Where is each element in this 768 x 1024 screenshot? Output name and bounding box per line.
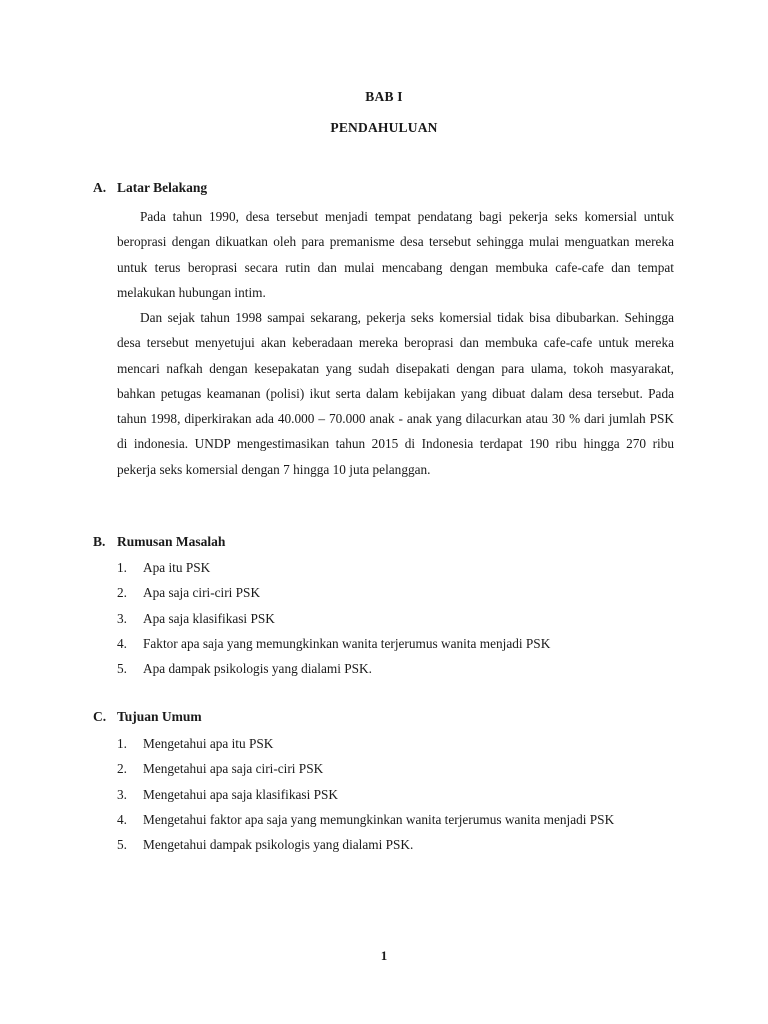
- section-b-title: Rumusan Masalah: [117, 534, 226, 549]
- list-item: [117, 756, 674, 781]
- list-number: 5.: [117, 661, 127, 677]
- list-item: [117, 832, 674, 857]
- list-item: [117, 580, 674, 605]
- problem-list: [117, 555, 674, 681]
- objective-list: [117, 731, 674, 857]
- list-item: [117, 731, 674, 756]
- list-item: [117, 555, 674, 580]
- section-b-heading: [93, 534, 225, 550]
- section-c-letter: C.: [93, 709, 107, 724]
- list-number: 3.: [117, 786, 127, 802]
- section-a-heading: [93, 180, 207, 196]
- list-text: Apa itu PSK: [143, 560, 211, 575]
- list-number: 2.: [117, 585, 127, 601]
- section-b-letter: B.: [93, 534, 106, 549]
- list-text: Mengetahui apa saja ciri-ciri PSK: [143, 761, 324, 777]
- section-a-letter: A.: [93, 180, 107, 195]
- page-number: 1: [380, 948, 388, 963]
- section-c-title: Tujuan Umum: [117, 709, 202, 724]
- list-item: [117, 631, 674, 656]
- chapter-label: BAB I: [365, 89, 403, 104]
- list-text: Apa saja ciri-ciri PSK: [143, 585, 261, 601]
- list-item: [117, 606, 674, 631]
- section-c-heading: [93, 709, 202, 725]
- list-text: Apa dampak psikologis yang dialami PSK.: [143, 661, 372, 677]
- list-text: Mengetahui dampak psikologis yang dialami PSK.: [143, 837, 414, 853]
- list-text: Apa saja klasifikasi PSK: [143, 610, 275, 626]
- list-item: [117, 807, 674, 832]
- list-text: Mengetahui faktor apa saja yang memungkinkan wanita terjerumus wanita menjadi PSK: [143, 811, 615, 827]
- list-number: 1.: [117, 560, 127, 575]
- list-item: [117, 656, 674, 681]
- section-a-title: Latar Belakang: [117, 180, 208, 195]
- list-text: Mengetahui apa saja klasifikasi PSK: [143, 786, 338, 802]
- chapter-title: PENDAHULUAN: [330, 120, 438, 135]
- section-a-paragraph-2: Dan sejak tahun 1998 sampai sekarang, pekerja seks komersial tidak bisa dibubarkan. Sehingga desa tersebut menyetujui akan keberadaan mereka beroprasi dan membuka cafe-cafe untuk mereka mencari nafkah dengan kesepakatan yang sudah disepakati dengan para ulama, tokoh masyarakat, bahkan petugas keamanan (polisi) ikut serta dalam kebijakan yang dibuat dalam desa tersebut. Pada tahun 1998, diperkirakan ada 40.000 – 70.000 anak - anak yang dilacurkan atau 30 % dari jumlah PSK di indonesia. UNDP mengestimasikan tahun 2015 di Indonesia terdapat 190 ribu hingga 270 ribu pekerja seks komersial dengan 7 hingga 10 juta pelanggan.: [117, 310, 674, 477]
- list-number: 4.: [117, 811, 127, 827]
- list-item: [117, 782, 674, 807]
- list-number: 3.: [117, 610, 127, 626]
- section-a-paragraph-1: Pada tahun 1990, desa tersebut menjadi tempat pendatang bagi pekerja seks komersial untuk beroprasi dengan dikuatkan oleh para premanisme desa tersebut sehingga mulai menguatkan mereka untuk terus beroprasi secara rutin dan mulai mencabang dengan membuka cafe-cafe dan tempat melakukan hubungan intim.: [117, 209, 674, 300]
- list-text: Faktor apa saja yang memungkinkan wanita terjerumus wanita menjadi PSK: [143, 635, 551, 651]
- list-number: 4.: [117, 635, 127, 651]
- list-number: 5.: [117, 837, 127, 853]
- list-number: 1.: [117, 736, 127, 751]
- list-number: 2.: [117, 761, 127, 777]
- list-text: Mengetahui apa itu PSK: [143, 736, 274, 751]
